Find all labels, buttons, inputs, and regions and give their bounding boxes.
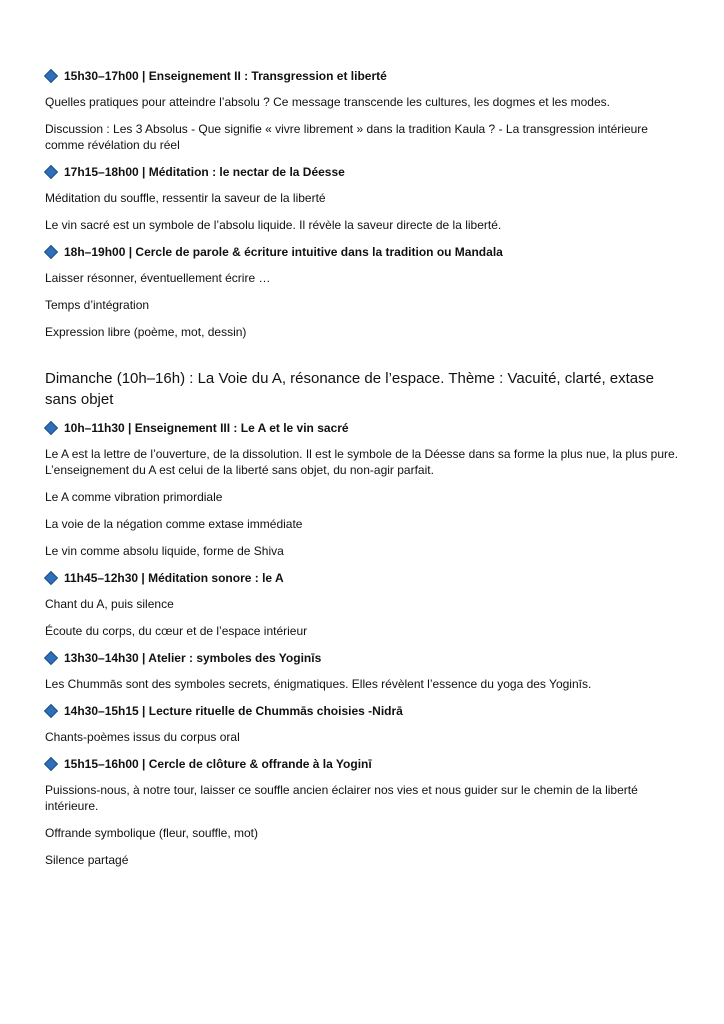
- paragraph: Silence partagé: [45, 853, 129, 867]
- paragraph: Méditation du souffle, ressentir la saveur de la liberté: [45, 191, 326, 205]
- section-title: Dimanche (10h–16h) : La Voie du A, résonance de l’espace. Thème : Vacuité, clarté, extase sans objet: [45, 370, 654, 408]
- paragraph: Laisser résonner, éventuellement écrire …: [45, 271, 271, 285]
- schedule-heading: [45, 570, 685, 586]
- paragraph: Expression libre (poème, mot, dessin): [45, 325, 247, 339]
- paragraph: Les Chummās sont des symboles secrets, énigmatiques. Elles révèlent l’essence du yoga des Yoginīs.: [45, 677, 592, 691]
- blue-diamond-icon: [44, 421, 58, 435]
- schedule-heading: [45, 68, 685, 84]
- schedule-heading: [45, 650, 685, 666]
- schedule-heading-text: 10h–11h30 | Enseignement III : Le A et le vin sacré: [64, 421, 349, 435]
- document-page: [45, 68, 685, 879]
- schedule-heading-text: 14h30–15h15 | Lecture rituelle de Chummās choisies -Nidrā: [64, 704, 403, 718]
- paragraph: Quelles pratiques pour atteindre l’absolu ? Ce message transcende les cultures, les dogmes et les modes.: [45, 95, 610, 109]
- paragraph: Discussion : Les 3 Absolus - Que signifie « vivre librement » dans la tradition Kaula ? - La transgression intérieure comme révélation du réel: [45, 122, 648, 152]
- blue-diamond-icon: [44, 571, 58, 585]
- paragraph: Le A comme vibration primordiale: [45, 490, 223, 504]
- schedule-heading-text: 15h15–16h00 | Cercle de clôture & offrande à la Yoginī: [64, 757, 372, 771]
- paragraph: Le vin comme absolu liquide, forme de Shiva: [45, 544, 284, 558]
- paragraph: Le A est la lettre de l’ouverture, de la dissolution. Il est le symbole de la Déesse dans sa forme la plus nue, la plus pure. L’enseignement du A est celui de la liberté sans objet, du non-agir parfait.: [45, 447, 679, 477]
- paragraph: Chants-poèmes issus du corpus oral: [45, 730, 240, 744]
- schedule-heading-text: 15h30–17h00 | Enseignement II : Transgression et liberté: [64, 69, 387, 83]
- paragraph: Le vin sacré est un symbole de l’absolu liquide. Il révèle la saveur directe de la liberté.: [45, 218, 502, 232]
- paragraph: Chant du A, puis silence: [45, 597, 174, 611]
- schedule-heading-text: 13h30–14h30 | Atelier : symboles des Yoginīs: [64, 651, 322, 665]
- schedule-heading: [45, 703, 685, 719]
- schedule-heading-text: 11h45–12h30 | Méditation sonore : le A: [64, 571, 284, 585]
- blue-diamond-icon: [44, 704, 58, 718]
- paragraph: Écoute du corps, du cœur et de l’espace intérieur: [45, 624, 308, 638]
- blue-diamond-icon: [44, 757, 58, 771]
- paragraph: Puissions-nous, à notre tour, laisser ce souffle ancien éclairer nos vies et nous guider sur le chemin de la liberté intérieure.: [45, 783, 638, 813]
- schedule-heading: [45, 244, 685, 260]
- schedule-heading: [45, 420, 685, 436]
- blue-diamond-icon: [44, 165, 58, 179]
- paragraph: La voie de la négation comme extase immédiate: [45, 517, 303, 531]
- schedule-heading: [45, 164, 685, 180]
- schedule-heading-text: 18h–19h00 | Cercle de parole & écriture intuitive dans la tradition ou Mandala: [64, 245, 503, 259]
- schedule-heading: [45, 756, 685, 772]
- blue-diamond-icon: [44, 245, 58, 259]
- blue-diamond-icon: [44, 651, 58, 665]
- blue-diamond-icon: [44, 69, 58, 83]
- paragraph: Temps d’intégration: [45, 298, 150, 312]
- schedule-heading-text: 17h15–18h00 | Méditation : le nectar de la Déesse: [64, 165, 345, 179]
- paragraph: Offrande symbolique (fleur, souffle, mot): [45, 826, 258, 840]
